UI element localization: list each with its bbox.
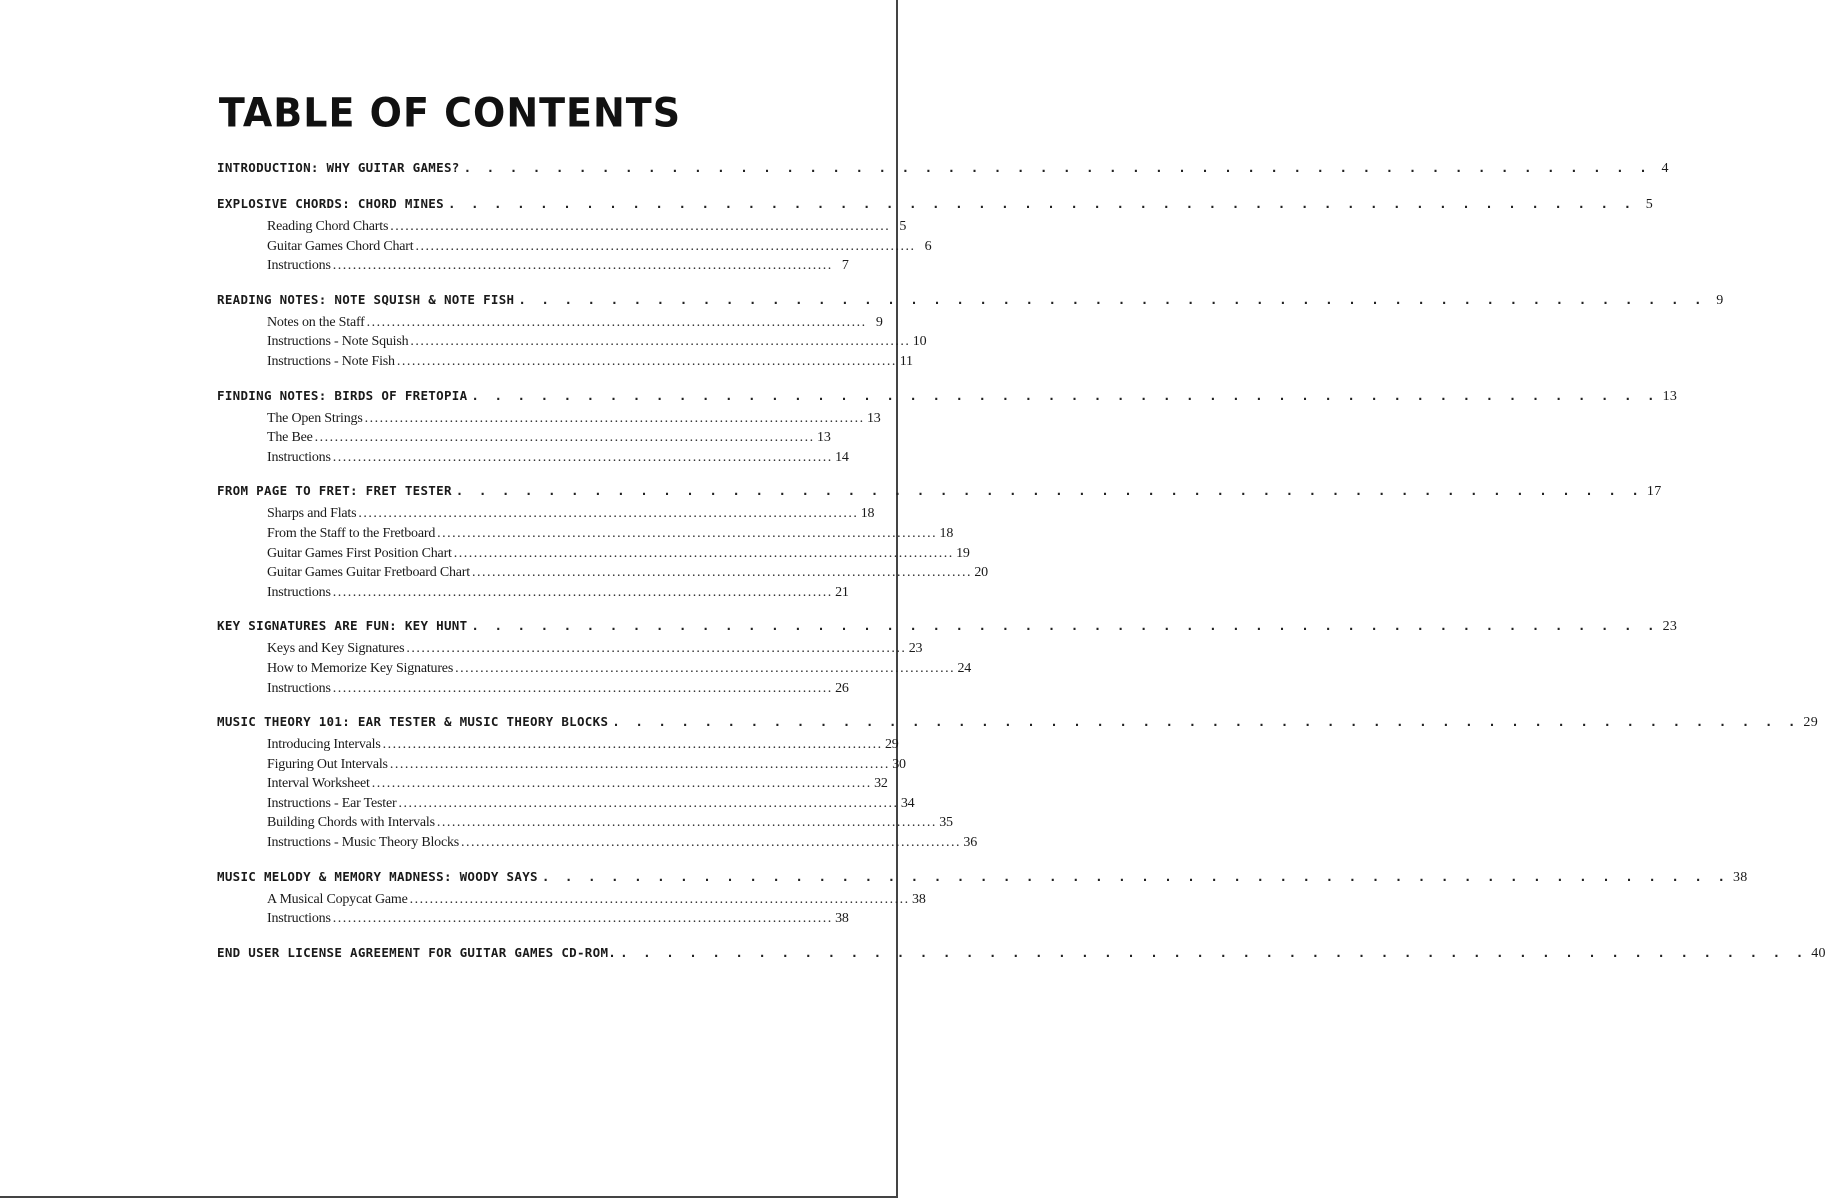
table-of-contents — [217, 160, 1826, 981]
toc-section — [217, 196, 1654, 278]
dot-leader: .................................................................................................... — [332, 680, 833, 696]
section-title: INTRODUCTION: WHY GUITAR GAMES? — [217, 160, 460, 175]
page-number: 7 — [841, 258, 849, 274]
toc-section-heading[interactable] — [217, 618, 1678, 640]
toc-entry[interactable] — [217, 641, 923, 661]
dot-leader: .................................................................................................... — [332, 449, 833, 465]
toc-section-heading[interactable] — [217, 714, 1819, 736]
toc-section-heading[interactable] — [217, 483, 1662, 505]
dot-leader: .................................................................................................... — [398, 795, 899, 811]
dot-leader: .................................................................................................... — [461, 835, 962, 851]
section-title: FINDING NOTES: BIRDS OF FRETOPIA — [217, 387, 468, 403]
page-number: 9 — [875, 314, 883, 330]
entry-title: Keys and Key Signatures — [267, 641, 405, 657]
toc-section — [217, 387, 1678, 470]
page-number: 29 — [1803, 715, 1819, 731]
toc-entry[interactable] — [217, 835, 978, 855]
entry-title: Notes on the Staff — [267, 314, 365, 330]
page-number: 34 — [900, 795, 915, 811]
entry-title: The Bee — [267, 430, 313, 446]
dot-leader: .................................................................................................... — [436, 815, 937, 831]
page-number: 36 — [963, 835, 978, 851]
page-number: 23 — [908, 641, 923, 657]
dot-leader: .................................................................................................... — [389, 756, 890, 772]
section-title: READING NOTES: NOTE SQUISH & NOTE FISH — [217, 291, 515, 307]
section-title: END USER LICENSE AGREEMENT FOR GUITAR GAMES CD-ROM. — [217, 944, 617, 960]
section-title: MUSIC THEORY 101: EAR TESTER & MUSIC THEORY BLOCKS — [217, 714, 609, 730]
entry-title: Introducing Intervals — [267, 737, 381, 753]
toc-entry[interactable] — [217, 525, 954, 546]
entry-title: Instructions - Ear Tester — [267, 795, 397, 811]
dot-leader: .................................................................................................... — [410, 334, 911, 350]
toc-entry[interactable] — [217, 737, 899, 757]
page-number: 32 — [874, 776, 888, 792]
toc-section — [217, 714, 1819, 855]
section-title: KEY SIGNATURES ARE FUN: KEY HUNT — [217, 618, 468, 634]
section-title: FROM PAGE TO FRET: FRET TESTER — [217, 483, 452, 499]
page-title: TABLE OF CONTENTS — [218, 90, 682, 137]
toc-section-heading[interactable] — [217, 291, 1724, 314]
toc-section-heading[interactable] — [217, 160, 1669, 182]
toc-entry[interactable] — [217, 565, 988, 585]
dot-leader: .................................................................................................... — [390, 219, 891, 234]
page-number: 13 — [866, 410, 881, 426]
toc-entry[interactable] — [217, 238, 932, 259]
toc-section — [217, 160, 1669, 182]
dot-leader: . . . . . . . . . . . . . . . . . . . . . . . . . . . . . . . . . . . . . . . . . . . . . . . . . . . . — [471, 387, 1659, 403]
dot-leader: . . . . . . . . . . . . . . . . . . . . . . . . . . . . . . . . . . . . . . . . . . . . . . . . . . . . — [612, 714, 1800, 730]
page-number: 35 — [939, 815, 953, 831]
toc-entry[interactable] — [217, 258, 849, 278]
toc-entry[interactable] — [217, 680, 849, 701]
dot-leader: .................................................................................................... — [453, 545, 954, 561]
dot-leader: .................................................................................................... — [364, 410, 865, 426]
toc-entry[interactable] — [217, 353, 913, 374]
toc-section — [217, 483, 1662, 604]
section-title: MUSIC MELODY & MEMORY MADNESS: WOODY SAYS — [217, 868, 538, 884]
dot-leader: . . . . . . . . . . . . . . . . . . . . . . . . . . . . . . . . . . . . . . . . . . . . . . . . . . . . — [471, 618, 1659, 634]
entry-title: Instructions - Music Theory Blocks — [267, 835, 460, 851]
toc-entry[interactable] — [217, 506, 875, 526]
dot-leader: .................................................................................................... — [332, 258, 833, 274]
dot-leader: . . . . . . . . . . . . . . . . . . . . . . . . . . . . . . . . . . . . . . . . . . . . . . . . . . . . — [620, 944, 1808, 960]
toc-entry[interactable] — [217, 815, 953, 835]
toc-entry[interactable] — [217, 660, 972, 681]
toc-entry[interactable] — [217, 410, 881, 431]
toc-section-heading[interactable] — [217, 944, 1826, 967]
toc-entry[interactable] — [217, 891, 926, 912]
entry-title: How to Memorize Key Signatures — [267, 660, 454, 676]
page-number: 40 — [1811, 945, 1826, 961]
toc-section — [217, 868, 1748, 931]
page-number: 14 — [835, 449, 849, 465]
page-number: 38 — [912, 891, 926, 907]
page-number: 20 — [974, 565, 988, 581]
entry-title: Sharps and Flats — [267, 506, 357, 522]
entry-title: Instructions — [267, 258, 331, 274]
entry-title: Instructions — [267, 584, 331, 600]
toc-entry[interactable] — [217, 545, 970, 566]
dot-leader: .................................................................................................... — [332, 911, 833, 927]
page-number: 4 — [1661, 161, 1669, 176]
page-number: 21 — [835, 584, 849, 600]
dot-leader: . . . . . . . . . . . . . . . . . . . . . . . . . . . . . . . . . . . . . . . . . . . . . . . . . . . . — [455, 483, 1643, 499]
page-number: 11 — [899, 353, 913, 369]
entry-title: Instructions — [267, 449, 331, 465]
toc-entry[interactable] — [217, 584, 849, 605]
page-number: 24 — [957, 660, 972, 676]
entry-title: Instructions - Note Squish — [267, 334, 409, 350]
section-title: EXPLOSIVE CHORDS: CHORD MINES — [217, 196, 444, 211]
dot-leader: .................................................................................................... — [455, 660, 956, 676]
page-number: 38 — [1733, 869, 1748, 885]
toc-section — [217, 618, 1678, 700]
entry-title: Building Chords with Intervals — [267, 815, 435, 831]
toc-entry[interactable] — [217, 756, 906, 777]
dot-leader: .................................................................................................... — [314, 430, 815, 446]
page-number: 18 — [860, 506, 875, 522]
page-number: 38 — [835, 911, 849, 927]
dot-leader: . . . . . . . . . . . . . . . . . . . . . . . . . . . . . . . . . . . . . . . . . . . . . . . . . . . . — [518, 291, 1706, 307]
entry-title: From the Staff to the Fretboard — [267, 525, 436, 541]
toc-entry[interactable] — [217, 449, 849, 470]
entry-title: Instructions — [267, 680, 331, 696]
dot-leader: .................................................................................................... — [358, 506, 859, 522]
page-number: 5 — [899, 219, 907, 234]
page-number: 18 — [939, 525, 954, 541]
dot-leader: .................................................................................................... — [415, 238, 916, 254]
dot-leader: .................................................................................................... — [471, 565, 972, 581]
entry-title: A Musical Copycat Game — [267, 891, 408, 907]
toc-entry[interactable] — [217, 334, 927, 354]
dot-leader: .................................................................................................... — [371, 776, 872, 792]
entry-title: Figuring Out Intervals — [267, 756, 388, 772]
entry-title: Guitar Games Chord Chart — [267, 238, 414, 254]
dot-leader: .................................................................................................... — [437, 525, 938, 541]
page-number: 6 — [924, 238, 932, 254]
toc-section-heading[interactable] — [217, 868, 1748, 891]
toc-section — [217, 944, 1826, 967]
dot-leader: . . . . . . . . . . . . . . . . . . . . . . . . . . . . . . . . . . . . . . . . . . . . . . . . . . . . — [541, 868, 1729, 884]
toc-entry[interactable] — [217, 911, 849, 931]
entry-title: Guitar Games Guitar Fretboard Chart — [267, 565, 470, 581]
dot-leader: .................................................................................................... — [406, 641, 907, 657]
entry-title: The Open Strings — [267, 410, 363, 426]
page-number: 5 — [1645, 197, 1654, 212]
entry-title: Instructions — [267, 911, 331, 927]
dot-leader: .................................................................................................... — [382, 737, 883, 753]
entry-title: Interval Worksheet — [267, 776, 370, 792]
page-number: 9 — [1716, 292, 1724, 308]
toc-entry[interactable] — [217, 776, 888, 796]
dot-leader: .................................................................................................... — [409, 891, 910, 907]
dot-leader: .................................................................................................... — [332, 584, 833, 600]
page-number: 23 — [1662, 619, 1678, 635]
toc-section-heading[interactable] — [217, 196, 1654, 218]
toc-entry[interactable] — [217, 219, 907, 239]
page-number: 26 — [835, 680, 849, 696]
page-number: 30 — [892, 756, 906, 772]
page-number: 19 — [956, 545, 970, 561]
toc-entry[interactable] — [217, 314, 883, 335]
toc-section — [217, 291, 1724, 374]
page-number: 13 — [1662, 388, 1678, 404]
toc-section-heading[interactable] — [217, 387, 1678, 410]
page-number: 10 — [912, 334, 927, 350]
entry-title: Instructions - Note Fish — [267, 353, 395, 369]
dot-leader: .................................................................................................... — [366, 314, 867, 330]
dot-leader: .................................................................................................... — [396, 353, 897, 369]
dot-leader: . . . . . . . . . . . . . . . . . . . . . . . . . . . . . . . . . . . . . . . . . . . . . . . . . . . . — [463, 160, 1651, 175]
entry-title: Reading Chord Charts — [267, 219, 389, 234]
page-number: 29 — [885, 737, 899, 753]
dot-leader: . . . . . . . . . . . . . . . . . . . . . . . . . . . . . . . . . . . . . . . . . . . . . . . . . . . . — [447, 196, 1636, 211]
page-number: 13 — [817, 430, 831, 446]
toc-entry[interactable] — [217, 795, 915, 816]
entry-title: Guitar Games First Position Chart — [267, 545, 452, 561]
page-number: 17 — [1646, 484, 1662, 500]
toc-entry[interactable] — [217, 430, 831, 450]
